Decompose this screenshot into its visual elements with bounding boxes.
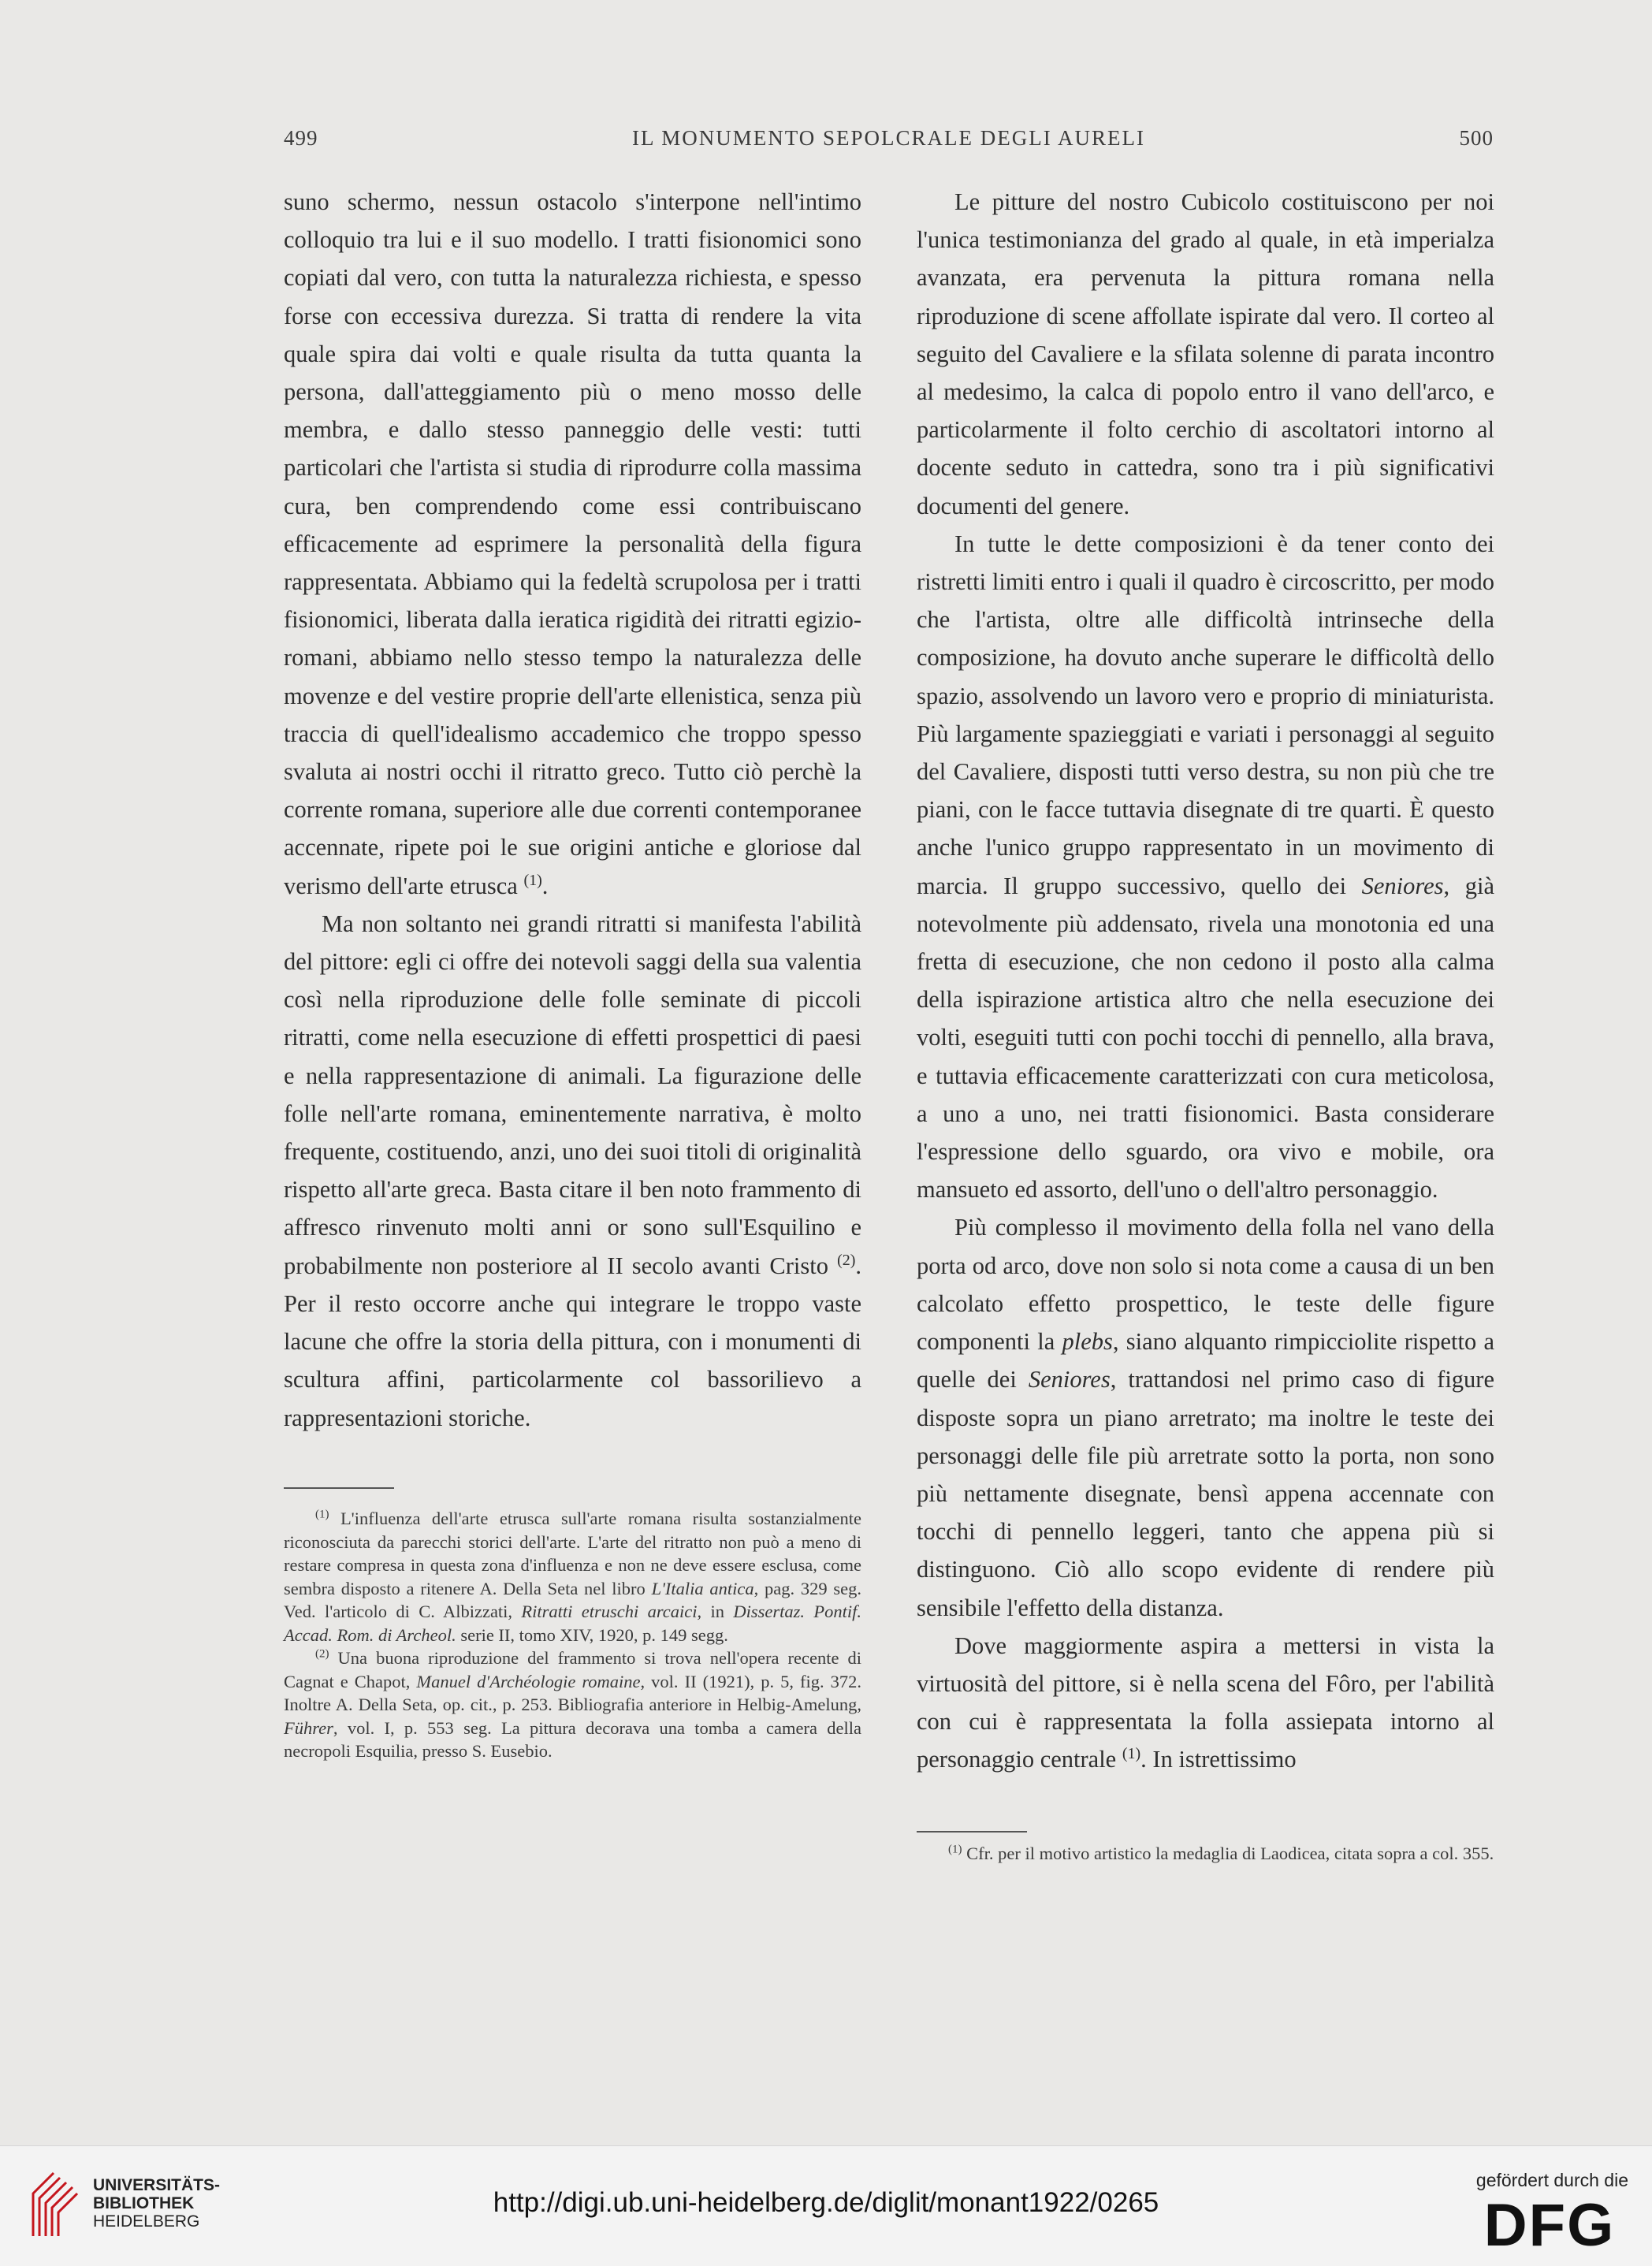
right-column <box>917 183 1494 1779</box>
library-name-line: BIBLIOTHEK <box>93 2194 195 2212</box>
footnotes-right <box>917 1842 1494 1866</box>
paragraph-text: Le pitture del nostro Cubicolo costituiscono per noi l'unica testimonianza del grado al quale, in età imperialza avanzata, era pervenuta la pittura romana nella riproduzione di scene affollate ispirate dal vero. Il corteo al seguito del Cavaliere e la sfilata solenne di parata incontro al medesimo, la calca di popolo entro il vano dell'arco, e particolarmente il folto cerchio di ascoltatori intorno al docente seduto in cattedra, sono tra i più significativi documenti del genere. <box>917 188 1494 519</box>
paragraph-text: , trattandosi nel primo caso di figure disposte sopra un piano arretrato; ma inoltre le teste dei personaggi delle file più arretrate sotto la porta, non sono più nettamente disegnate, bensì appena accennate con tocchi di pennello leggeri, tanto che appena più si distinguono. Ciò allo scopo evidente di rendere più sensibile l'effetto della distanza. <box>917 1366 1494 1621</box>
footnote-number: (2) <box>315 1647 329 1661</box>
permalink-url[interactable]: http://digi.ub.uni-heidelberg.de/diglit/monant1922/0265 <box>493 2187 1159 2218</box>
footnote-ref: (1) <box>523 871 542 889</box>
paragraph <box>284 183 861 905</box>
paragraph <box>917 525 1494 1209</box>
footnote <box>284 1646 861 1763</box>
paragraph <box>284 905 861 1437</box>
footnote-text: Cfr. per il motivo artistico la medaglia di Laodicea, citata sopra a col. 355. <box>962 1844 1494 1863</box>
footnote-separator <box>284 1487 394 1489</box>
footnote-text: , vol. II (1921), p. 5, fig. 372. Inoltre A. Della Seta, op. cit., p. 253. Bibliografia anteriore in Helbig-Amelung, <box>284 1671 862 1714</box>
page-number-right: 500 <box>1459 126 1494 150</box>
footnote-italic: Manuel d'Archéologie romaine <box>416 1671 641 1691</box>
footnotes-left <box>284 1507 861 1763</box>
footnote <box>284 1507 861 1646</box>
footnote-text: serie II, tomo XIV, 1920, p. 149 segg. <box>456 1624 728 1645</box>
funding-label: gefördert durch die <box>1475 2170 1628 2190</box>
paragraph-text: . <box>541 872 549 899</box>
running-header <box>284 126 1494 158</box>
footnote-ref: (1) <box>1122 1745 1141 1763</box>
paragraph <box>917 1627 1494 1779</box>
footnote-italic: Führer <box>284 1717 333 1738</box>
paragraph-text: , siano alquanto rimpicciolite rispetto a quelle dei <box>917 1328 1494 1393</box>
footnote-italic: Dissertaz. Pontif. Accad. Rom. di Archeol. <box>284 1602 861 1645</box>
library-name-line: HEIDELBERG <box>93 2212 200 2231</box>
running-title: IL MONUMENTO SEPOLCRALE DEGLI AURELI <box>632 126 1145 150</box>
italic-term: Seniores <box>1028 1366 1111 1393</box>
dfg-logo-text: DFG <box>1483 2195 1616 2252</box>
paragraph <box>917 1208 1494 1626</box>
footnote-text: , pag. 329 seg. Ved. l'articolo di C. Albizzati, <box>284 1578 862 1621</box>
paragraph <box>917 183 1494 525</box>
dfg-logo-icon <box>1471 2195 1628 2252</box>
footnote-text: L'influenza dell'arte etrusca sull'arte romana risulta sostanzialmente riconosciuta da parecchi storici dell'arte. L'arte del ritratto non può a meno di restare compresa in questa zona d'influenza e non ne deve essere esclusa, come sembra disposto a ritenere A. Della Seta nel libro <box>284 1509 861 1598</box>
paragraph-text: Ma non soltanto nei grandi ritratti si manifesta l'abilità del pittore: egli ci offre dei notevoli saggi della sua valentia così nella riproduzione delle folle seminate di piccoli ritratti, come nella esecuzione di effetti prospettici di paesi e nella rappresentazione di animali. La figurazione delle folle nell'arte romana, eminentemente narrativa, è molto frequente, costituendo, anzi, uno dei suoi titoli di originalità rispetto all'arte greca. Basta citare il ben noto frammento di affresco rinvenuto molti anni or sono sull'Esquilino e probabilmente non posteriore al II secolo avanti Cristo <box>284 910 861 1279</box>
footnote-number: (1) <box>948 1843 962 1856</box>
footnote-text: , vol. I, p. 553 seg. La pittura decorava una tomba a camera della necropoli Esquilia, presso S. Eusebio. <box>284 1717 861 1761</box>
footnote-ref: (2) <box>837 1251 856 1269</box>
paragraph-text: . In istrettissimo <box>1140 1746 1297 1773</box>
footnote-italic: L'Italia antica <box>651 1578 754 1598</box>
paragraph-text: suno schermo, nessun ostacolo s'interpone nell'intimo colloquio tra lui e il suo modello. I tratti fisionomici sono copiati dal vero, con tutta la naturalezza richiesta, e spesso forse con eccessiva durezza. Si tratta di rendere la vita quale spira dai volti e quale risulta da tutta quanta la persona, dall'atteggiamento più o meno mosso delle membra, e dallo stesso panneggio delle vesti: tutti particolari che l'artista si studia di riprodurre colla massima cura, ben comprendendo come essi contribuiscano efficacemente ad esprimere la personalità della figura rappresentata. Abbiamo qui la fedeltà scrupolosa per i tratti fisionomici, liberata dalla ieratica rigidità dei ritratti egizio-romani, abbiamo nello stesso tempo la naturalezza delle movenze e del vestire proprie dell'arte ellenistica, senza più traccia di quell'idealismo accademico che troppo spesso svaluta ai nostri occhi il ritratto greco. Tutto ciò perchè la corrente romana, superiore alle due correnti contemporanee accennate, ripete poi le sue origini antiche e gloriose dal verismo dell'arte etrusca <box>284 188 861 899</box>
footnote <box>917 1842 1494 1866</box>
paragraph-text: Più complesso il movimento della folla nel vano della porta od arco, dove non solo si nota come a causa di un ben calcolato effetto prospettico, le teste delle figure componenti la <box>917 1214 1494 1356</box>
viewer-footer <box>0 2145 1652 2266</box>
footnote-text: Una buona riproduzione del frammento si trova nell'opera recente di Cagnat e Chapot, <box>284 1648 861 1691</box>
library-name-line: UNIVERSITÄTS- <box>93 2176 221 2194</box>
paragraph-text: . Per il resto occorre anche qui integrare le troppo vaste lacune che offre la storia della pittura, con i monumenti di scultura affini, particolarmente col bassorilievo a rappresentazioni storiche. <box>284 1252 862 1431</box>
paragraph-text: Dove maggiormente aspira a mettersi in vista la virtuosità del pittore, si è nella scena del Fôro, per l'abilità con cui è rappresentata la folla assiepata intorno al personaggio centrale <box>917 1632 1494 1773</box>
footnote-text: , in <box>697 1602 734 1621</box>
paragraph-text: , già notevolmente più addensato, rivela una monotonia ed una fretta di esecuzione, che non cedono il posto alla calma della ispirazione artistica altro che nella esecuzione dei volti, eseguiti tutti con pochi tocchi di pennello, alla brava, e tuttavia efficacemente caratterizzati con cura meticolosa, a uno a uno, nei tratti fisionomici. Basta considerare l'espressione dello sguardo, ora vivo e mobile, ora mansueto ed assorto, dell'uno o dell'altro personaggio. <box>917 872 1494 1204</box>
page-number-left: 499 <box>284 126 318 150</box>
italic-term: Seniores <box>1361 872 1444 899</box>
italic-term: plebs <box>1062 1328 1113 1356</box>
left-column <box>284 183 861 1437</box>
footnote-number: (1) <box>315 1508 329 1521</box>
footnote-italic: Ritratti etruschi arcaici <box>521 1602 698 1621</box>
footnote-separator <box>917 1831 1027 1833</box>
paragraph-text: In tutte le dette composizioni è da tener conto dei ristretti limiti entro i quali il quadro è circoscritto, per modo che l'artista, oltre alle difficoltà intrinseche della composizione, ha dovuto anche superare le difficoltà dello spazio, assolvendo un lavoro vero e proprio di miniaturista. Più largamente spazieggiati e variati i personaggi al seguito del Cavaliere, disposti tutti verso destra, su non più che tre piani, con le facce tuttavia disegnate di tre quarti. È questo anche l'unico gruppo rappresentato in un movimento di marcia. Il gruppo successivo, quello dei <box>917 530 1494 899</box>
